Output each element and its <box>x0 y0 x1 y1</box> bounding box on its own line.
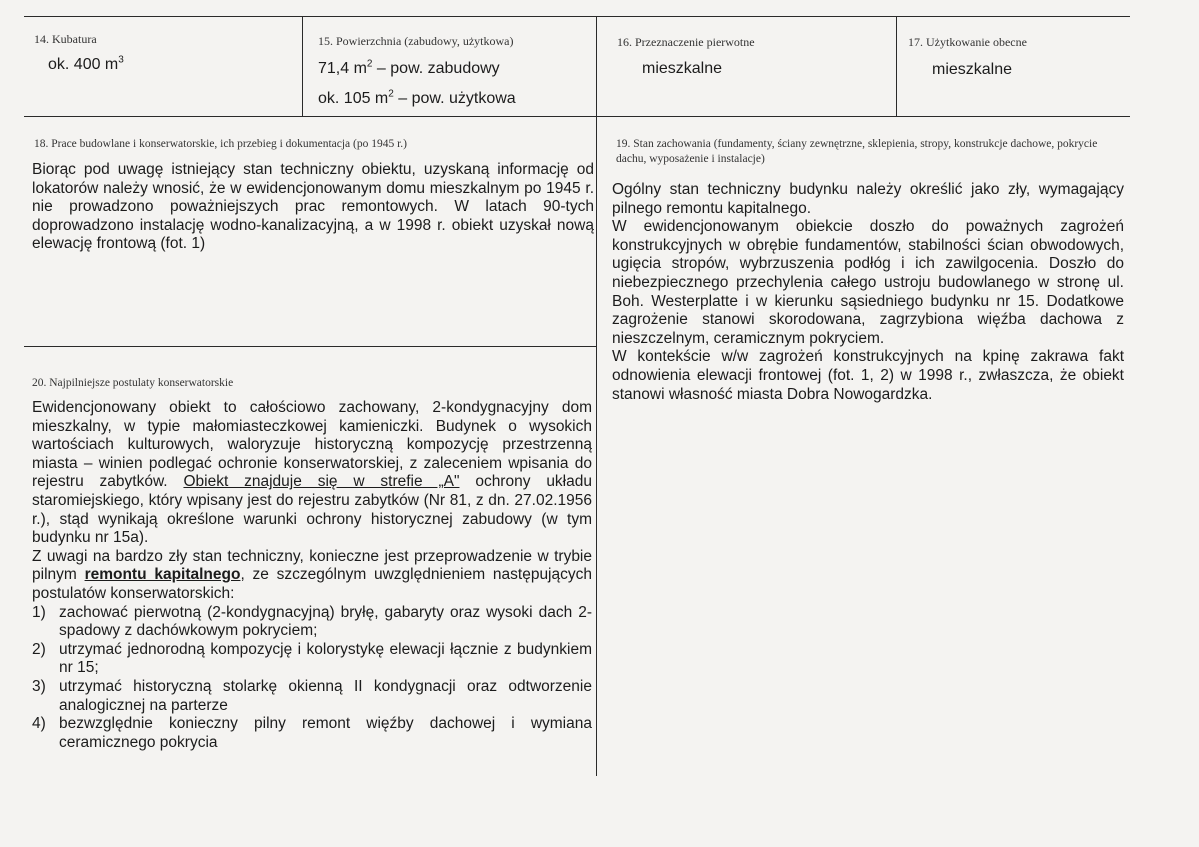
divider-main <box>596 16 597 776</box>
postulaty-label: 20. Najpilniejsze postulaty konserwatorskie <box>32 377 234 389</box>
powierzchnia-zabudowy: 71,4 $m^2$ – pow. zabudowy <box>318 58 500 77</box>
uzytkowanie-value: mieszkalne <box>932 61 1013 78</box>
stan-paragraph-1: Ogólny stan techniczny budynku należy określić jako zły, wymagający pilnego remontu kapitalnego. <box>612 181 1124 217</box>
powierzchnia-uzytkowa: ok. 105 $m^2$ – pow. użytkowa <box>318 88 516 107</box>
prace-text: Biorąc pod uwagę istniejący stan techniczny obiektu, uzyskaną informację od lokatorów należy wnosić, że w ewidencjonowanym domu mieszkalnym po 1945 r. nie prowadzono poważniejszych prac remontowych. W latach 90-tych doprowadzono instalację wodno-kanalizacyjną, a w 1998 r. obiekt uzyskał nową elewację frontową (fot. 1) <box>32 161 594 253</box>
divider-kubatura <box>302 16 303 116</box>
przeznaczenie-label: 16. Przeznaczenie pierwotne <box>617 35 755 49</box>
list-item: 2) utrzymać jednorodną kompozycję i kolorystykę elewacji łącznie z budynkiem nr 15; <box>32 640 592 677</box>
list-item: 3) utrzymać historyczną stolarkę okienną II kondygnacji oraz odtworzenie analogicznej na parterze <box>32 677 592 714</box>
stan-paragraph-2: W ewidencjonowanym obiekcie doszło do poważnych zagrożeń konstrukcyjnych w obrębie fundamentów, stabilności ścian obwodowych, ugięcia stropów, wybrzuszenia podłóg i ich zawilgocenia. Doszło do niebezpiecznego przechylenia całego ustroju budowlanego w stronę ul. Boh. Westerplatte i w kierunku sąsiedniego budynku nr 15. Dodatkowe zagrożenie stanowi skorodowana, zagrzybiona więźba dachowa z nieszczelnym, ceramicznym pokryciem. <box>612 218 1124 347</box>
divider-przeznaczenie <box>896 16 897 116</box>
strefa-a-note: Obiekt znajduje się w strefie „A" <box>183 473 460 491</box>
powierzchnia-label: 15. Powierzchnia (zabudowy, użytkowa) <box>318 34 514 48</box>
postulaty-list <box>32 604 592 753</box>
stan-label: 19. Stan zachowania (fundamenty, ściany zewnętrzne, sklepienia, stropy, konstrukcje dachowe, pokrycie dachu, wyposażenie i instalacje) <box>616 138 1098 165</box>
stan-paragraph-3: W kontekście w/w zagrożeń konstrukcyjnych na kpinę zakrawa fakt odnowienia elewacji frontowej (fot. 1, 2) w 1998 r., zwłaszcza, że obiekt stanowi własność miasta Dobra Nowogardzka. <box>612 348 1124 403</box>
przeznaczenie-value: mieszkalne <box>642 60 723 77</box>
list-item: 4) bezwzględnie konieczny pilny remont więźby dachowej i wymiana ceramicznego pokrycia <box>32 715 592 751</box>
postulaty-paragraph-2: Z uwagi na bardzo zły stan techniczny, konieczne jest przeprowadzenie w trybie pilnym remontu kapitalnego, ze szczególnym uwzględnieniem następujących postulatów konserwatorskich: <box>32 547 592 602</box>
stan-body <box>612 181 1124 404</box>
list-item: 1) zachować pierwotną (2-kondygnacyjną) bryłę, gabaryty oraz wysoki dach 2-spadowy z dachówkowym pokryciem; <box>32 603 592 640</box>
remont-kapitalny-emphasis: remontu kapitalnego <box>84 566 241 584</box>
postulaty-body <box>32 399 592 752</box>
uzytkowanie-label: 17. Użytkowanie obecne <box>908 35 1027 49</box>
row1-bottom-border <box>24 116 1130 117</box>
section18-bottom-border <box>24 346 596 347</box>
top-border <box>24 16 1130 17</box>
prace-label: 18. Prace budowlane i konserwatorskie, ich przebieg i dokumentacja (po 1945 r.) <box>34 138 407 150</box>
postulaty-paragraph-1: Ewidencjonowany obiekt to całościowo zachowany, 2-kondygnacyjny dom mieszkalny, w typie małomiasteczkowej kamieniczki. Budynek o wysokich wartościach kulturowych, waloryzuje historyczną kompozycję przestrzenną miasta – winien podlegać ochronie konserwatorskiej, z zaleceniem wpisania do rejestru zabytków. Obiekt znajduje się w strefie „A" ochrony układu staromiejskiego, który wpisany jest do rejestru zabytków (Nr 81, z dn. 27.02.1956 r.), stąd wynikają określone warunki ochrony historycznej zabudowy (w tym budynku nr 15a). <box>32 399 592 547</box>
kubatura-label: 14. Kubatura <box>34 32 97 46</box>
kubatura-value: ok. 400 $m^3$ <box>48 54 124 73</box>
